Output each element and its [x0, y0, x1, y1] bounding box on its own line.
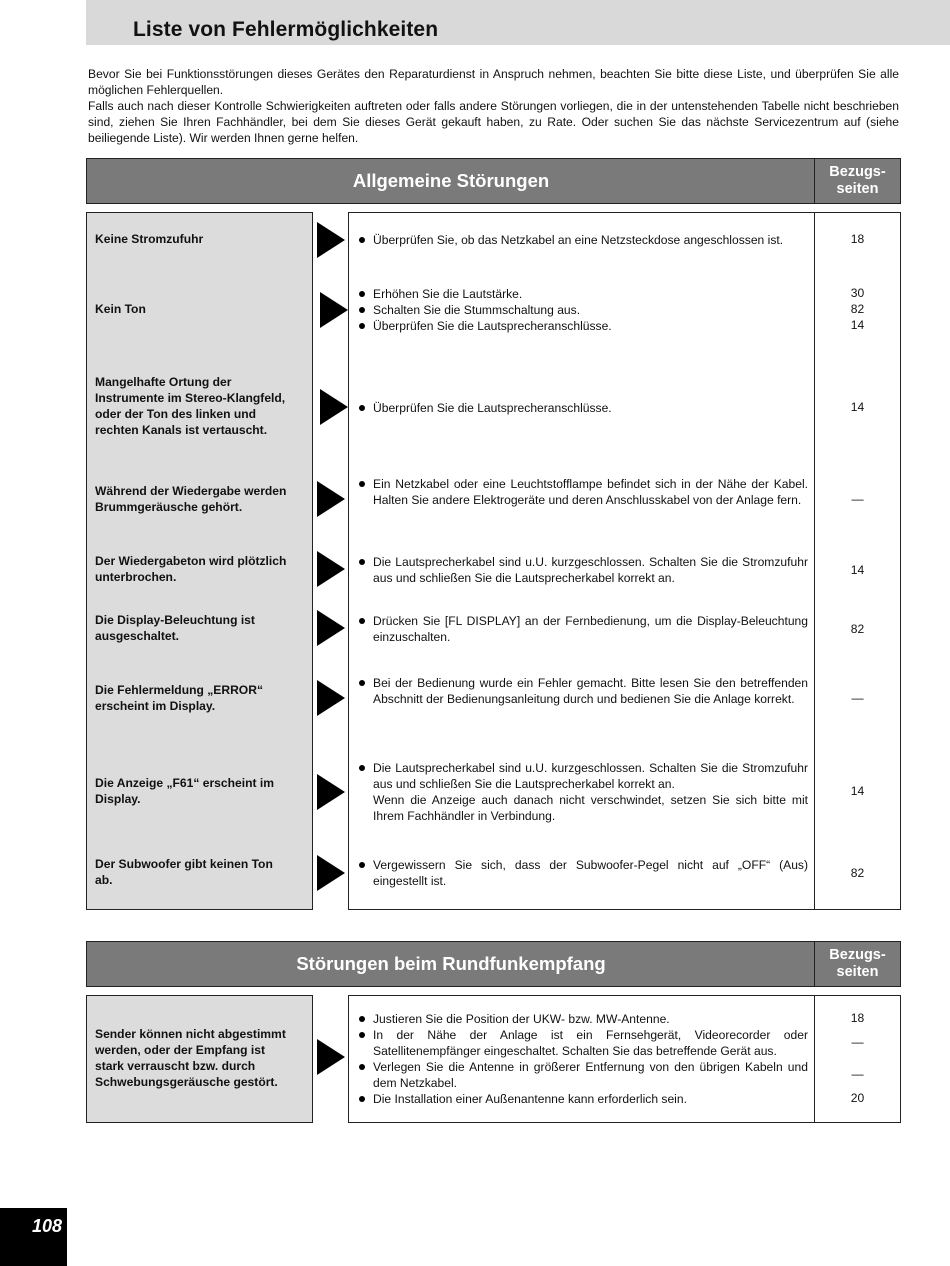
- problem-line: Sender können nicht abgestimmt: [95, 1027, 286, 1041]
- problem-line: Die Anzeige „F61“ erscheint im: [95, 776, 274, 790]
- problem-line: Während der Wiedergabe werden: [95, 484, 287, 498]
- ref-pages: [815, 231, 900, 247]
- problem-line: Die Display-Beleuchtung ist: [95, 613, 255, 627]
- ref-page: —: [851, 492, 864, 506]
- solution-list: [357, 857, 808, 889]
- ref-pages: [815, 1090, 900, 1106]
- problem-label: [95, 301, 310, 317]
- arrow-icon: [317, 1039, 345, 1075]
- arrow-icon: [320, 389, 348, 425]
- solution-item: Verlegen Sie die Antenne in größerer Entfernung von den übrigen Kabeln und dem Netzkabel.: [357, 1059, 808, 1091]
- solution-item: In der Nähe der Anlage ist ein Fernsehgerät, Videorecorder oder Satellitenempfänger eingeschaltet. Schalten Sie das betreffende Gerät aus.: [357, 1027, 808, 1059]
- solution-list: [357, 286, 808, 334]
- problem-label: [95, 612, 310, 644]
- problem-line: unterbrochen.: [95, 570, 177, 584]
- intro-paragraph: Bevor Sie bei Funktionsstörungen dieses Gerätes den Reparaturdienst in Anspruch nehmen, beachten Sie bitte diese Liste, und überprüfen Sie alle möglichen Fehlerquellen.: [88, 67, 899, 97]
- solution-list: [357, 232, 808, 248]
- page-title: Liste von Fehlermöglichkeiten: [133, 18, 439, 41]
- section-header-general: [86, 158, 901, 204]
- section-header-radio: [86, 941, 901, 987]
- ref-header-line: seiten: [836, 181, 879, 197]
- solution-item: Die Lautsprecherkabel sind u.U. kurzgeschlossen. Schalten Sie die Stromzufuhr aus und schließen Sie die Lautsprecherkabel korrekt an.: [357, 554, 808, 586]
- ref-pages: [815, 1034, 900, 1050]
- ref-page: 30: [850, 286, 865, 300]
- ref-pages: [815, 491, 900, 507]
- ref-pages: [815, 783, 900, 799]
- arrow-icon: [317, 222, 345, 258]
- arrow-icon: [317, 551, 345, 587]
- problem-label: [95, 775, 310, 807]
- ref-page: 82: [850, 622, 865, 636]
- ref-page: 18: [850, 1011, 865, 1025]
- ref-page: 14: [850, 784, 865, 798]
- problem-line: werden, oder der Empfang ist: [95, 1043, 266, 1057]
- ref-page: —: [851, 1035, 864, 1049]
- section-title: Störungen beim Rundfunkempfang: [296, 953, 606, 974]
- solution-item: Ein Netzkabel oder eine Leuchtstofflampe befindet sich in der Nähe der Kabel. Halten Sie andere Elektrogeräte und deren Anschlusskabel von der Anlage fern.: [357, 476, 808, 508]
- solution-item: Drücken Sie [FL DISPLAY] an der Fernbedienung, um die Display-Beleuchtung einzuschalten.: [357, 613, 808, 645]
- problem-line: Keine Stromzufuhr: [95, 232, 204, 246]
- ref-pages: [815, 562, 900, 578]
- ref-header-line: Bezugs-: [829, 947, 886, 963]
- problem-line: Kein Ton: [95, 302, 146, 316]
- section-title: Allgemeine Störungen: [352, 170, 550, 191]
- solution-item: Überprüfen Sie, ob das Netzkabel an eine Netzsteckdose angeschlossen ist.: [357, 232, 808, 248]
- problem-line: Display.: [95, 792, 141, 806]
- ref-pages: [815, 1066, 900, 1082]
- problem-line: Der Wiedergabeton wird plötzlich: [95, 554, 287, 568]
- ref-page: 20: [850, 1091, 865, 1105]
- ref-header-line: seiten: [836, 964, 879, 980]
- ref-header-line: Bezugs-: [829, 164, 886, 180]
- ref-pages: [815, 285, 900, 333]
- ref-page: 14: [850, 400, 865, 414]
- arrow-icon: [320, 292, 348, 328]
- solution-item: Schalten Sie die Stummschaltung aus.: [357, 302, 808, 318]
- ref-pages: [815, 1010, 900, 1026]
- solution-item: Justieren Sie die Position der UKW- bzw. MW-Antenne.: [357, 1011, 808, 1027]
- solution-item: Die Installation einer Außenantenne kann erforderlich sein.: [357, 1091, 808, 1107]
- problem-line: ausgeschaltet.: [95, 629, 180, 643]
- problem-label: [95, 856, 310, 888]
- problem-line: Schwebungsgeräusche gestört.: [95, 1075, 278, 1089]
- solution-list: [357, 1011, 808, 1107]
- ref-page: 14: [850, 318, 865, 332]
- arrow-icon: [317, 774, 345, 810]
- solution-item: Überprüfen Sie die Lautsprecheranschlüsse.: [357, 400, 808, 416]
- arrow-icon: [317, 610, 345, 646]
- ref-pages: [815, 865, 900, 881]
- solution-list: [357, 613, 808, 645]
- problem-label: [95, 483, 310, 515]
- ref-pages: [815, 399, 900, 415]
- ref-pages-header: [814, 942, 900, 986]
- solution-item: Bei der Bedienung wurde ein Fehler gemacht. Bitte lesen Sie den betreffenden Abschnitt der Bedienungsanleitung durch und bedienen Sie die Anlage korrekt.: [357, 675, 808, 707]
- page-number: 108: [31, 1216, 62, 1236]
- solution-item: Vergewissern Sie sich, dass der Subwoofer-Pegel nicht auf „OFF“ (Aus) eingestellt ist.: [357, 857, 808, 889]
- solution-item: Überprüfen Sie die Lautsprecheranschlüsse.: [357, 318, 808, 334]
- solution-list: [357, 554, 808, 586]
- solution-list: [357, 400, 808, 416]
- problem-line: Der Subwoofer gibt keinen Ton: [95, 857, 273, 871]
- solution-list: [357, 675, 808, 707]
- arrow-icon: [317, 680, 345, 716]
- ref-page: 14: [850, 563, 865, 577]
- ref-page: —: [851, 1067, 864, 1081]
- solution-item: Erhöhen Sie die Lautstärke.: [357, 286, 808, 302]
- ref-pages: [815, 690, 900, 706]
- ref-page: —: [851, 691, 864, 705]
- solution-list: [357, 476, 808, 508]
- ref-page: 82: [850, 302, 865, 316]
- problem-line: Brummgeräusche gehört.: [95, 500, 243, 514]
- ref-page: 82: [850, 866, 865, 880]
- problem-line: oder der Ton des linken und: [95, 407, 257, 421]
- solution-item: Die Lautsprecherkabel sind u.U. kurzgeschlossen. Schalten Sie die Stromzufuhr aus und schließen Sie die Lautsprecherkabel korrekt an.: [357, 760, 808, 792]
- problem-label: [95, 682, 310, 714]
- problem-line: stark verrauscht bzw. durch: [95, 1059, 256, 1073]
- arrow-icon: [317, 481, 345, 517]
- problem-label: [95, 1026, 310, 1090]
- solution-list: [357, 760, 808, 824]
- problem-label: [95, 374, 310, 438]
- problem-line: rechten Kanals ist vertauscht.: [95, 423, 268, 437]
- problem-line: Die Fehlermeldung „ERROR“: [95, 683, 263, 697]
- problem-line: Mangelhafte Ortung der: [95, 375, 232, 389]
- ref-pages-header: [814, 159, 900, 203]
- problem-line: erscheint im Display.: [95, 699, 216, 713]
- intro-paragraph: Falls auch nach dieser Kontrolle Schwierigkeiten auftreten oder falls andere Störungen vorliegen, die in der untenstehenden Tabelle nicht beschrieben sind, ziehen Sie Ihren Fachhändler, bei dem Sie dieses Gerät gekauft haben, zu Rate. Oder suchen Sie das nächste Servicezentrum auf (siehe beiliegende Liste). Wir werden Ihnen gerne helfen.: [88, 99, 899, 145]
- ref-pages: [815, 621, 900, 637]
- problem-label: [95, 231, 310, 247]
- intro-text: [88, 66, 899, 146]
- problem-line: Instrumente im Stereo-Klangfeld,: [95, 391, 286, 405]
- problem-line: ab.: [95, 873, 113, 887]
- arrow-icon: [317, 855, 345, 891]
- solution-continuation: Wenn die Anzeige auch danach nicht verschwindet, setzen Sie sich bitte mit Ihrem Fachhändler in Verbindung.: [373, 793, 808, 823]
- ref-page: 18: [850, 232, 865, 246]
- problem-label: [95, 553, 310, 585]
